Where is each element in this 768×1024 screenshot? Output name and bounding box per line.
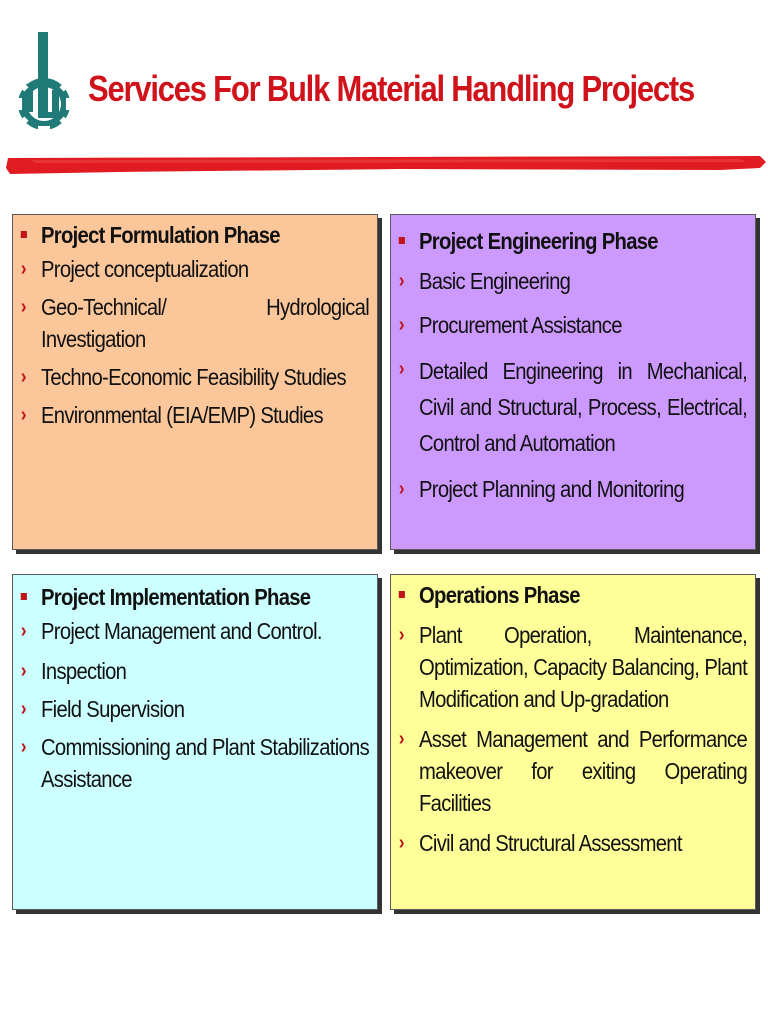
chevron-right-icon: › xyxy=(398,358,404,380)
square-bullet-icon xyxy=(399,237,405,244)
list-item: › Civil and Structural Assessment xyxy=(397,827,747,859)
panel-heading xyxy=(397,225,747,257)
project-formulation-panel xyxy=(12,214,378,550)
item-list xyxy=(397,265,747,505)
chevron-right-icon: › xyxy=(20,736,26,758)
list-item: › Project Management and Control. xyxy=(19,615,369,647)
square-bullet-icon xyxy=(21,231,27,238)
chevron-right-icon: › xyxy=(398,314,404,336)
square-bullet-icon xyxy=(21,593,27,600)
chevron-right-icon: › xyxy=(398,270,404,292)
chevron-right-icon: › xyxy=(398,624,404,646)
chevron-right-icon: › xyxy=(398,728,404,750)
list-item: › Project Planning and Monitoring xyxy=(397,473,747,505)
chevron-right-icon: › xyxy=(20,660,26,682)
square-bullet-icon xyxy=(399,591,405,598)
panel-heading xyxy=(397,579,747,611)
chevron-right-icon: › xyxy=(398,478,404,500)
list-item: › Procurement Assistance xyxy=(397,309,747,341)
project-engineering-panel xyxy=(390,214,756,550)
page-title: Services For Bulk Material Handling Projects xyxy=(88,68,695,109)
list-item: › Geo-Technical/ Hydrological Investigation xyxy=(19,291,369,355)
chevron-right-icon: › xyxy=(20,698,26,720)
item-list xyxy=(19,615,369,795)
panel-heading xyxy=(19,219,369,251)
list-item: › Plant Operation, Maintenance, Optimization, Capacity Balancing, Plant Modification and Up-gradation xyxy=(397,619,747,715)
chevron-right-icon: › xyxy=(20,404,26,426)
panel-heading xyxy=(19,581,369,613)
list-item: › Techno-Economic Feasibility Studies xyxy=(19,361,369,393)
panel-heading-label: Project Formulation Phase xyxy=(41,222,280,248)
list-item: › Basic Engineering xyxy=(397,265,747,297)
item-list xyxy=(19,253,369,431)
list-item: › Detailed Engineering in Mechanical, Civil and Structural, Process, Electrical, Control and Automation xyxy=(397,353,747,461)
list-item: › Inspection xyxy=(19,655,369,687)
chevron-right-icon: › xyxy=(20,258,26,280)
list-item: › Environmental (EIA/EMP) Studies xyxy=(19,399,369,431)
panel-heading-label: Project Engineering Phase xyxy=(419,228,658,254)
list-item: › Project conceptualization xyxy=(19,253,369,285)
panel-heading-label: Operations Phase xyxy=(419,582,580,608)
operations-panel xyxy=(390,574,756,910)
chevron-right-icon: › xyxy=(20,296,26,318)
company-gear-logo-icon xyxy=(16,32,74,142)
list-item: › Commissioning and Plant Stabilizations Assistance xyxy=(19,731,369,795)
project-implementation-panel xyxy=(12,574,378,910)
title-underline-divider xyxy=(0,150,768,180)
list-item: › Field Supervision xyxy=(19,693,369,725)
panel-heading-label: Project Implementation Phase xyxy=(41,584,311,610)
chevron-right-icon: › xyxy=(20,620,26,642)
item-list xyxy=(397,619,747,859)
chevron-right-icon: › xyxy=(398,832,404,854)
list-item: › Asset Management and Performance makeover for exiting Operating Facilities xyxy=(397,723,747,819)
chevron-right-icon: › xyxy=(20,366,26,388)
